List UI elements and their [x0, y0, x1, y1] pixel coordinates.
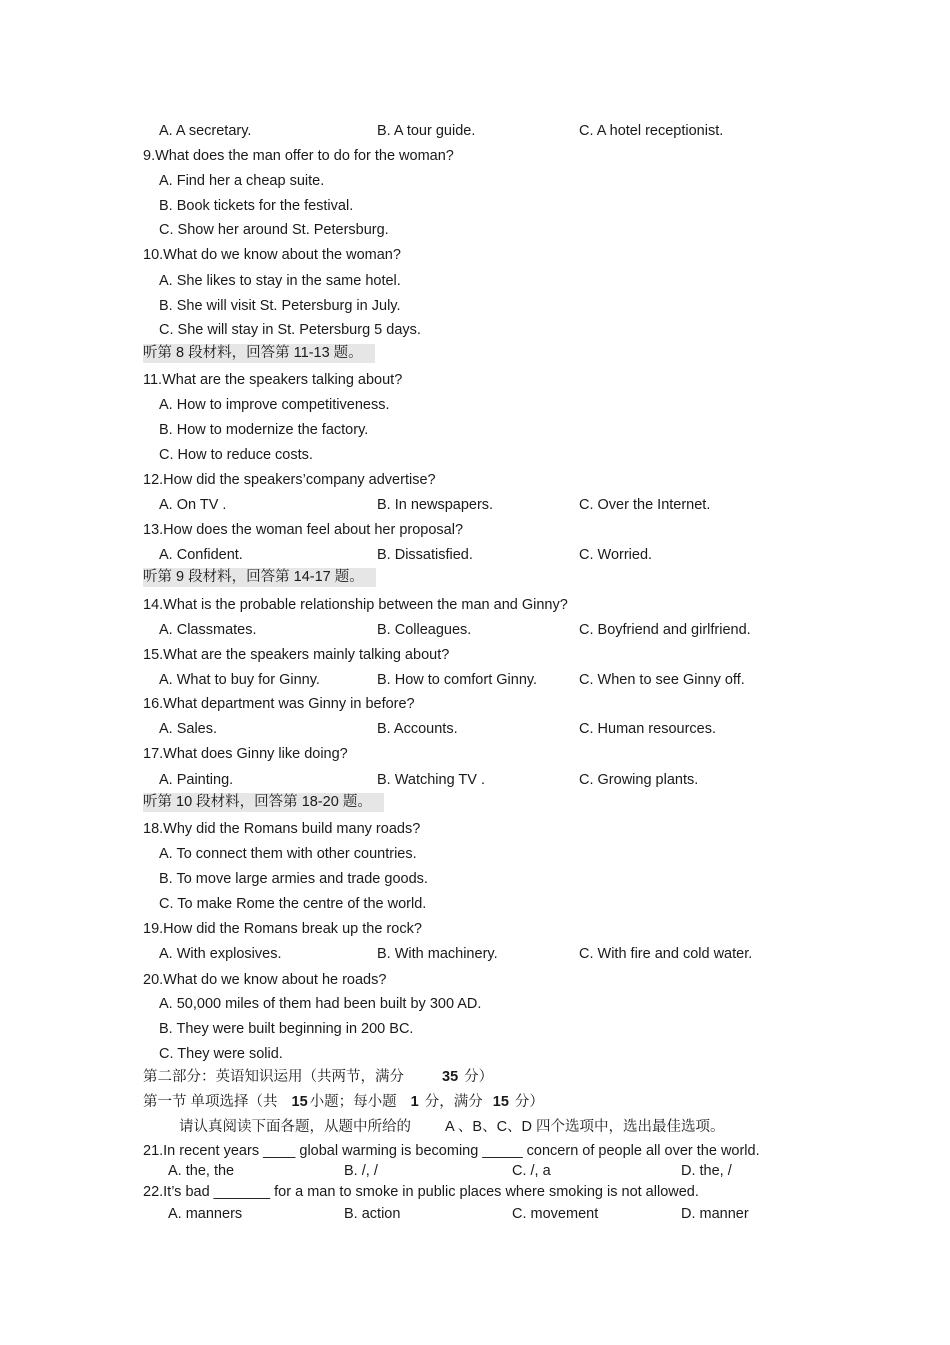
q21-option-b: B. /, /	[344, 1163, 378, 1179]
q16-option-b: B. Accounts.	[377, 721, 458, 737]
q10-option-c: C. She will stay in St. Petersburg 5 days.	[159, 322, 421, 338]
q9-option-a: A. Find her a cheap suite.	[159, 173, 325, 189]
q12-option-c: C. Over the Internet.	[579, 497, 711, 513]
q14-option-c: C. Boyfriend and girlfriend.	[579, 622, 751, 638]
q12-option-b: B. In newspapers.	[377, 497, 494, 513]
section-9-header: 听第 9 段材料，回答第 14-17 题。	[143, 568, 376, 587]
q14-option-b: B. Colleagues.	[377, 622, 472, 638]
q13-option-a: A. Confident.	[159, 547, 243, 563]
q16-stem: 16.What department was Ginny in before?	[143, 696, 415, 712]
q20-option-c: C. They were solid.	[159, 1046, 283, 1062]
instructions: 请认真阅读下面各题，从题中所给的 A 、B、C、D 四个选项中，选出最佳选项。	[179, 1119, 725, 1135]
q8-option-b: B. A tour guide.	[377, 123, 476, 139]
q16-option-a: A. Sales.	[159, 721, 218, 737]
q14-option-a: A. Classmates.	[159, 622, 257, 638]
q19-option-a: A. With explosives.	[159, 946, 282, 962]
q9-stem: 9.What does the man offer to do for the woman?	[143, 148, 454, 164]
q15-option-b: B. How to comfort Ginny.	[377, 672, 538, 688]
q8-option-c: C. A hotel receptionist.	[579, 123, 724, 139]
q17-option-b: B. Watching TV .	[377, 772, 485, 788]
q18-option-a: A. To connect them with other countries.	[159, 846, 417, 862]
q17-option-c: C. Growing plants.	[579, 772, 699, 788]
q9-option-b: B. Book tickets for the festival.	[159, 198, 354, 214]
q20-stem: 20.What do we know about he roads?	[143, 972, 387, 988]
q18-option-c: C. To make Rome the centre of the world.	[159, 896, 427, 912]
q14-stem: 14.What is the probable relationship between the man and Ginny?	[143, 597, 568, 613]
q17-stem: 17.What does Ginny like doing?	[143, 746, 348, 762]
part-2-heading: 第二部分：英语知识运用（共两节，满分 35 分）	[143, 1069, 494, 1085]
q19-option-b: B. With machinery.	[377, 946, 498, 962]
q21-stem: 21.In recent years ____ global warming is becoming _____ concern of people all over the world.	[143, 1143, 760, 1159]
q13-option-b: B. Dissatisfied.	[377, 547, 473, 563]
q20-option-b: B. They were built beginning in 200 BC.	[159, 1021, 414, 1037]
section-10-header: 听第 10 段材料，回答第 18-20 题。	[143, 793, 384, 812]
q13-option-c: C. Worried.	[579, 547, 653, 563]
q11-option-c: C. How to reduce costs.	[159, 447, 313, 463]
q17-option-a: A. Painting.	[159, 772, 234, 788]
q18-stem: 18.Why did the Romans build many roads?	[143, 821, 421, 837]
q11-stem: 11.What are the speakers talking about?	[143, 372, 403, 388]
q20-option-a: A. 50,000 miles of them had been built by 300 AD.	[159, 996, 482, 1012]
q13-stem: 13.How does the woman feel about her proposal?	[143, 522, 464, 538]
q11-option-b: B. How to modernize the factory.	[159, 422, 369, 438]
q19-stem: 19.How did the Romans break up the rock?	[143, 921, 422, 937]
q22-option-a: A. manners	[168, 1206, 243, 1222]
q15-option-a: A. What to buy for Ginny.	[159, 672, 320, 688]
q12-stem: 12.How did the speakers’company advertise?	[143, 472, 436, 488]
q12-option-a: A. On TV .	[159, 497, 227, 513]
q10-stem: 10.What do we know about the woman?	[143, 247, 401, 263]
q18-option-b: B. To move large armies and trade goods.	[159, 871, 428, 887]
q21-option-c: C. /, a	[512, 1163, 551, 1179]
q19-option-c: C. With fire and cold water.	[579, 946, 753, 962]
q10-option-b: B. She will visit St. Petersburg in July.	[159, 298, 401, 314]
q15-stem: 15.What are the speakers mainly talking about?	[143, 647, 450, 663]
q10-option-a: A. She likes to stay in the same hotel.	[159, 273, 401, 289]
q21-option-a: A. the, the	[168, 1163, 235, 1179]
q22-option-c: C. movement	[512, 1206, 599, 1222]
q9-option-c: C. Show her around St. Petersburg.	[159, 222, 389, 238]
q21-option-d: D. the, /	[681, 1163, 732, 1179]
q22-option-d: D. manner	[681, 1206, 749, 1222]
q8-option-a: A. A secretary.	[159, 123, 252, 139]
q11-option-a: A. How to improve competitiveness.	[159, 397, 390, 413]
section-1-heading: 第一节 单项选择（共 15 小题；每小题 1 分，满分 15 分）	[143, 1094, 544, 1110]
q15-option-c: C. When to see Ginny off.	[579, 672, 745, 688]
q22-stem: 22.It’s bad _______ for a man to smoke in public places where smoking is not allowed.	[143, 1184, 699, 1200]
q22-option-b: B. action	[344, 1206, 401, 1222]
section-8-header: 听第 8 段材料，回答第 11-13 题。	[143, 344, 375, 363]
q16-option-c: C. Human resources.	[579, 721, 716, 737]
